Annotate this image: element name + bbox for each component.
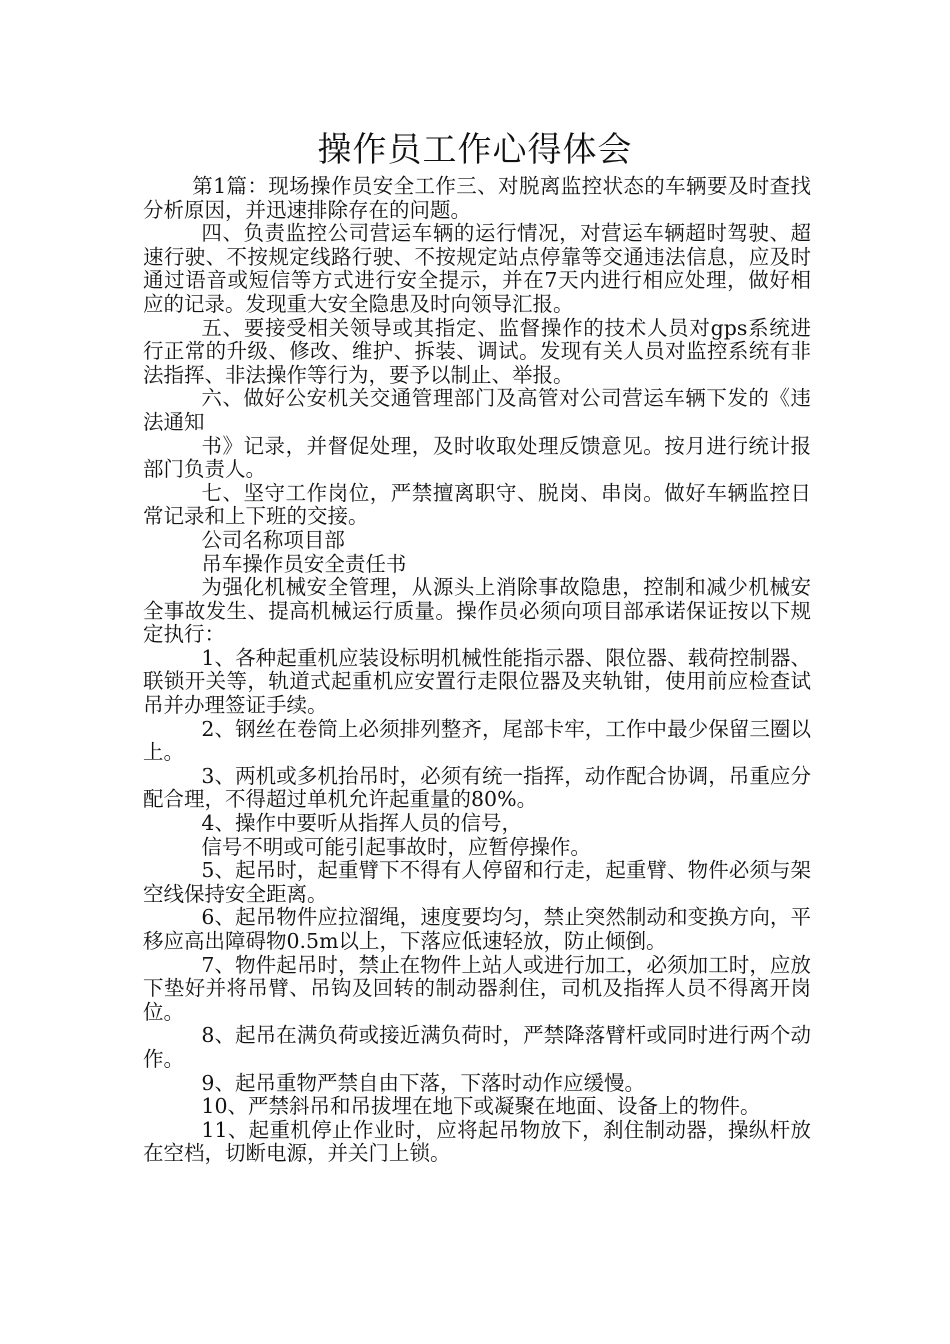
paragraph: 11、起重机停止作业时，应将起吊物放下，刹住制动器，操纵杆放在空档，切断电源，并关门上锁。 [143, 1117, 811, 1166]
paragraph: 2、钢丝在卷筒上必须排列整齐，尾部卡牢，工作中最少保留三圈以上。 [143, 716, 811, 765]
paragraph: 3、两机或多机抬吊时，必须有统一指挥，动作配合协调，吊重应分配合理，不得超过单机允许起重量的80%。 [143, 763, 811, 812]
paragraph: 1、各种起重机应装设标明机械性能指示器、限位器、载荷控制器、联锁开关等，轨道式起重机应安置行走限位器及夹轨钳，使用前应检查试吊并办理签证手续。 [143, 645, 811, 718]
paragraph: 9、起吊重物严禁自由下落，下落时动作应缓慢。 [201, 1070, 645, 1095]
paragraph: 书》记录，并督促处理，及时收取处理反馈意见。按月进行统计报部门负责人。 [143, 433, 811, 482]
paragraph: 公司名称项目部 [201, 527, 345, 552]
paragraph: 6、起吊物件应拉溜绳，速度要均匀，禁止突然制动和变换方向，平移应高出障碍物0.5m以上，下落应低速轻放，防止倾倒。 [143, 905, 811, 953]
paragraph: 信号不明或可能引起事故时，应暂停操作。 [201, 834, 591, 859]
paragraph: 5、起吊时，起重臂下不得有人停留和行走，起重臂、物件必须与架空线保持安全距离。 [143, 858, 811, 906]
paragraph: 第1篇：现场操作员安全工作三、对脱离监控状态的车辆要及时查找分析原因，并迅速排除存在的问题。 [143, 174, 811, 222]
paragraph: 五、要接受相关领导或其指定、监督操作的技术人员对gps系统进行正常的升级、修改、维护、拆装、调试。发现有关人员对监控系统有非法指挥、非法操作等行为，要予以制止、举报。 [143, 315, 811, 387]
paragraph: 4、操作中要听从指挥人员的信号， [201, 811, 522, 836]
document-title: 操作员工作心得体会 [317, 130, 633, 170]
paragraph: 六、做好公安机关交通管理部门及高管对公司营运车辆下发的《违法通知 [143, 386, 811, 434]
paragraph: 七、坚守工作岗位，严禁擅离职守、脱岗、串岗。做好车辆监控日常记录和上下班的交接。 [143, 480, 811, 529]
paragraph: 四、负责监控公司营运车辆的运行情况，对营运车辆超时驾驶、超速行驶、不按规定线路行驶、不按规定站点停靠等交通违法信息，应及时通过语音或短信等方式进行安全提示，并在7天内进行相应处理，做好相应的记录。发现重大安全隐患及时向领导汇报。 [143, 221, 811, 316]
paragraph: 为强化机械安全管理，从源头上消除事故隐患，控制和减少机械安全事故发生、提高机械运行质量。操作员必须向项目部承诺保证按以下规定执行： [143, 575, 811, 647]
paragraph: 8、起吊在满负荷或接近满负荷时，严禁降落臂杆或同时进行两个动作。 [143, 1023, 811, 1071]
document-body [143, 175, 811, 1166]
paragraph: 10、严禁斜吊和吊拔埋在地下或凝聚在地面、设备上的物件。 [201, 1094, 761, 1119]
paragraph: 吊车操作员安全责任书 [201, 551, 407, 576]
paragraph: 7、物件起吊时，禁止在物件上站人或进行加工，必须加工时，应放下垫好并将吊臂、吊钩及回转的制动器刹住，司机及指挥人员不得离开岗位。 [143, 952, 811, 1024]
